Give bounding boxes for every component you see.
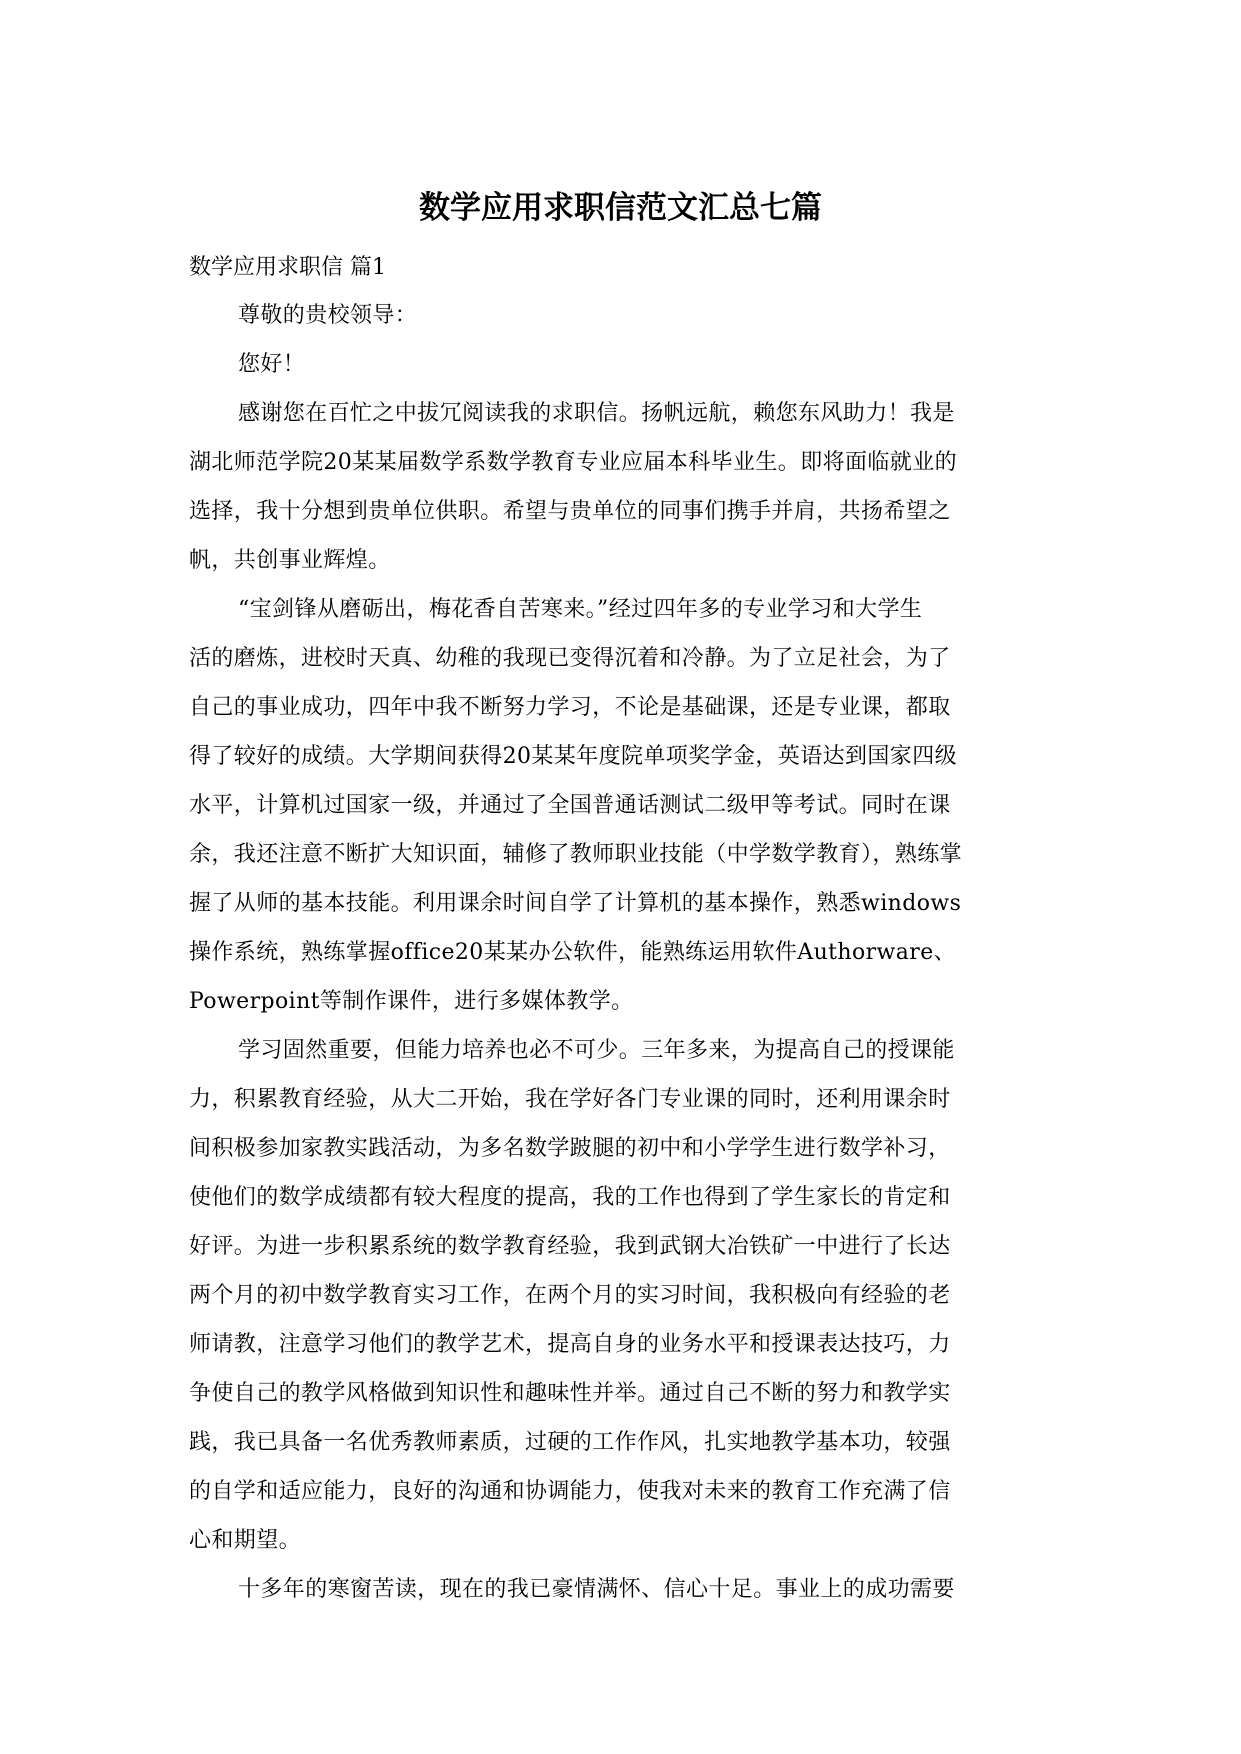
paragraph-line: 选择，我十分想到贵单位供职。希望与贵单位的同事们携手并肩，共扬希望之 xyxy=(189,499,951,524)
paragraph-line: 争使自己的教学风格做到知识性和趣味性并举。通过自己不断的努力和教学实 xyxy=(189,1381,951,1406)
paragraph-line: 得了较好的成绩。大学期间获得20某某年度院单项奖学金，英语达到国家四级 xyxy=(189,744,957,769)
paragraph-line: 使他们的数学成绩都有较大程度的提高，我的工作也得到了学生家长的肯定和 xyxy=(189,1185,951,1210)
paragraph-line: 两个月的初中数学教育实习工作，在两个月的实习时间，我积极向有经验的老 xyxy=(189,1283,951,1308)
paragraph-line: “宝剑锋从磨砺出，梅花香自苦寒来。”经过四年多的专业学习和大学生 xyxy=(238,597,923,622)
paragraph-line: 操作系统，熟练掌握office20某某办公软件，能熟练运用软件Authorware、 xyxy=(189,940,957,965)
section-heading: 数学应用求职信 篇1 xyxy=(189,255,386,280)
paragraph-line: 师请教，注意学习他们的教学艺术，提高自身的业务水平和授课表达技巧，力 xyxy=(189,1332,951,1357)
paragraph-line: 感谢您在百忙之中拔冗阅读我的求职信。扬帆远航，赖您东风助力！我是 xyxy=(238,401,955,426)
paragraph-line: 帆，共创事业辉煌。 xyxy=(189,548,391,573)
paragraph-line: 余，我还注意不断扩大知识面，辅修了教师职业技能（中学数学教育），熟练掌 xyxy=(189,842,963,867)
paragraph-line: 握了从师的基本技能。利用课余时间自学了计算机的基本操作，熟悉windows xyxy=(189,891,962,916)
paragraph-line: 活的磨炼，进校时天真、幼稚的我现已变得沉着和冷静。为了立足社会，为了 xyxy=(189,646,951,671)
paragraph-line: 间积极参加家教实践活动，为多名数学跛腿的初中和小学学生进行数学补习， xyxy=(189,1136,951,1161)
paragraph-line: 力，积累教育经验，从大二开始，我在学好各门专业课的同时，还利用课余时 xyxy=(189,1087,951,1112)
greeting-line: 您好！ xyxy=(238,352,306,377)
paragraph-line: 心和期望。 xyxy=(189,1528,302,1553)
paragraph-line: 水平，计算机过国家一级，并通过了全国普通话测试二级甲等考试。同时在课 xyxy=(189,793,951,818)
paragraph-line: 十多年的寒窗苦读，现在的我已豪情满怀、信心十足。事业上的成功需要 xyxy=(238,1577,955,1602)
paragraph-line: 好评。为进一步积累系统的数学教育经验，我到武钢大冶铁矿一中进行了长达 xyxy=(189,1234,951,1259)
document-title: 数学应用求职信范文汇总七篇 xyxy=(419,190,822,226)
paragraph-line: 湖北师范学院20某某届数学系数学教育专业应届本科毕业生。即将面临就业的 xyxy=(189,450,957,475)
paragraph-line: Powerpoint等制作课件，进行多媒体教学。 xyxy=(189,989,634,1014)
paragraph-line: 的自学和适应能力，良好的沟通和协调能力，使我对未来的教育工作充满了信 xyxy=(189,1479,951,1504)
paragraph-line: 自己的事业成功，四年中我不断努力学习，不论是基础课，还是专业课，都取 xyxy=(189,695,951,720)
paragraph-line: 践，我已具备一名优秀教师素质，过硬的工作作风，扎实地教学基本功，较强 xyxy=(189,1430,951,1455)
paragraph-line: 学习固然重要，但能力培养也必不可少。三年多来，为提高自己的授课能 xyxy=(238,1038,955,1063)
salutation-line: 尊敬的贵校领导： xyxy=(238,303,418,328)
